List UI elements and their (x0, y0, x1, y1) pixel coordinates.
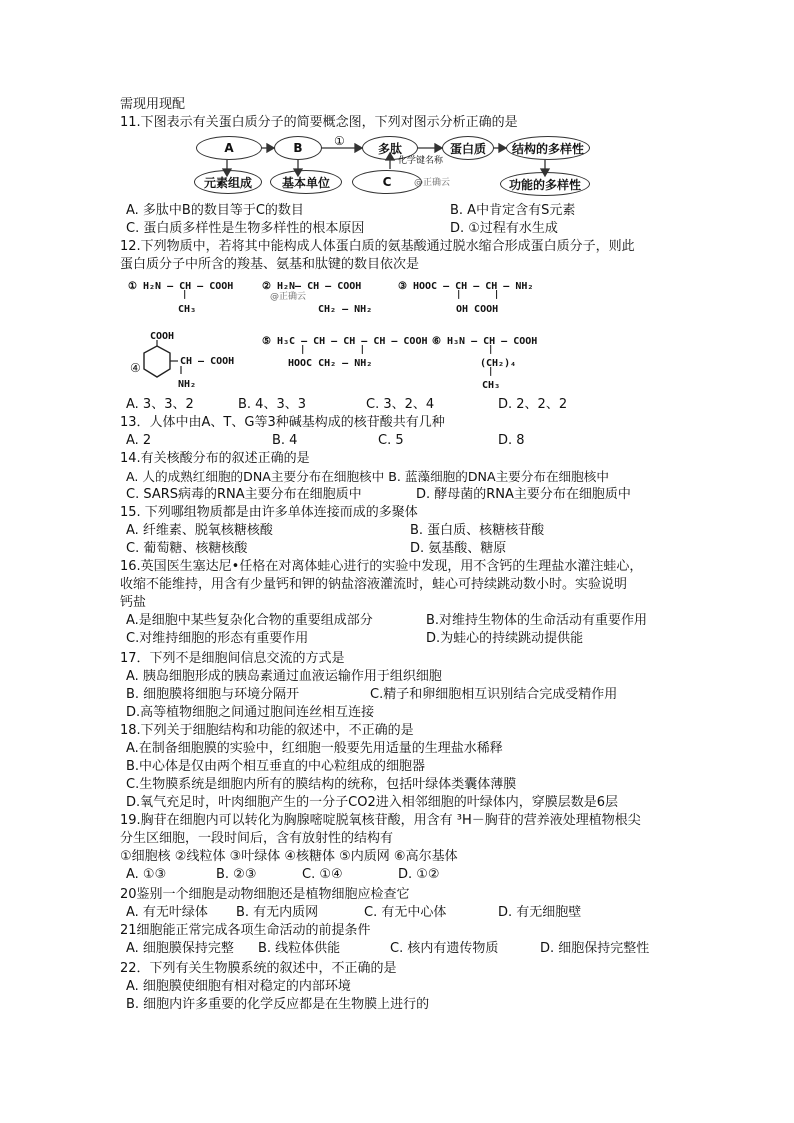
step-1-label: ① (334, 134, 345, 148)
node-structure-diversity: 结构的多样性 (506, 136, 590, 160)
q14-stem: 14.有关核酸分布的叙述正确的是 (120, 451, 310, 466)
q16-option-a: A.是细胞中某些复杂化合物的重要组成部分 (126, 613, 373, 628)
q16-stem-line3: 钙盐 (120, 595, 147, 610)
molecule-4-label: ④ (130, 361, 141, 375)
q18-stem: 18.下列关于细胞结构和功能的叙述中，不正确的是 (120, 723, 414, 738)
chemical-bond-label: 化学键名称 (398, 156, 444, 166)
node-polypeptide: 多肽 (362, 136, 418, 160)
molecule-6-bond-1: | (488, 345, 494, 355)
q13-option-b: B. 4 (272, 433, 298, 448)
molecule-4-main: CH — COOH (180, 356, 235, 367)
q16-stem-line2: 收缩不能维持，用含有少量钙和钾的钠盐溶液灌流时，蛙心可持续跳动数小时。实验说明 (120, 577, 628, 592)
q18-option-b: B.中心体是仅由两个相互垂直的中心粒组成的细胞器 (126, 759, 426, 774)
q17-option-a: A. 胰岛细胞形成的胰岛素通过血液运输作用于组织细胞 (126, 669, 442, 684)
molecule-6-main: ⑥ H₃N — CH — COOH (432, 336, 538, 347)
q11-stem: 11.下图表示有关蛋白质分子的简要概念图，下列对图示分析正确的是 (120, 115, 518, 130)
molecule-6-ch3: CH₃ (482, 380, 501, 391)
q22-stem: 22．下列有关生物膜系统的叙述中，不正确的是 (120, 961, 397, 976)
q16-option-b: B.对维持生物体的生命活动有重要作用 (426, 613, 648, 628)
molecule-1-main: ① H₂N — CH — COOH (128, 281, 234, 292)
q19-stem-line2: 分生区细胞，一段时间后，含有放射性的结构有 (120, 831, 394, 846)
q11-option-d: D. ①过程有水生成 (450, 221, 558, 236)
molecule-5-main: ⑤ H₃C — CH — CH — CH — COOH (262, 336, 428, 347)
q12-option-a: A. 3、3、2 (126, 397, 194, 412)
q20-option-c: C. 有无中心体 (364, 905, 447, 920)
q21-option-c: C. 核内有遗传物质 (390, 941, 499, 956)
q15-stem: 15. 下列哪组物质都是由许多单体连接而成的多聚体 (120, 505, 418, 520)
molecule-3-bond: | | (456, 290, 500, 300)
q22-option-b: B. 细胞内许多重要的化学反应都是在生物膜上进行的 (126, 997, 430, 1012)
q11-option-c: C. 蛋白质多样性是生物多样性的根本原因 (126, 221, 365, 236)
q21-option-b: B. 线粒体供能 (258, 941, 341, 956)
node-a: A (196, 136, 262, 160)
q19-items: ①细胞核 ②线粒体 ③叶绿体 ④核糖体 ⑤内质网 ⑥高尔基体 (120, 849, 458, 864)
q20-option-d: D. 有无细胞壁 (498, 905, 582, 920)
q15-option-c: C. 葡萄糖、核糖核酸 (126, 541, 248, 556)
node-b: B (274, 136, 322, 160)
q22-option-a: A. 细胞膜使细胞有相对稳定的内部环境 (126, 979, 351, 994)
q15-option-b: B. 蛋白质、核糖核苷酸 (410, 523, 545, 538)
molecule-1-bond: | (182, 290, 188, 300)
q18-option-c: C.生物膜系统是细胞内所有的膜结构的统称，包括叶绿体类囊体薄膜 (126, 777, 517, 792)
q14-options-ab: A. 人的成熟红细胞的DNA主要分布在细胞核中 B. 蓝藻细胞的DNA主要分布在细胞核中 (126, 469, 609, 484)
molecule-3-side: OH COOH (456, 304, 499, 315)
molecule-2-side: CH₂ — NH₂ (318, 304, 373, 315)
q12-option-b: B. 4、3、3 (238, 397, 306, 412)
molecule-4-nh2: NH₂ (178, 379, 197, 390)
node-element-composition: 元素组成 (194, 170, 262, 194)
q12-option-d: D. 2、2、2 (498, 397, 568, 412)
q17-option-d: D.高等植物细胞之间通过胞间连丝相互连接 (126, 705, 375, 720)
molecule-5-bond: | | (300, 345, 366, 355)
molecule-2-main: ② H₂N— CH — COOH (262, 281, 362, 292)
q11-option-a: A. 多肽中B的数目等于C的数目 (126, 203, 304, 218)
header-note: 需现用现配 (120, 97, 186, 112)
molecule-6-chain: (CH₂)₄ (480, 358, 517, 369)
q11-option-b: B. A中肯定含有S元素 (450, 203, 576, 218)
molecule-1-side: CH₃ (178, 304, 197, 315)
q17-option-b: B. 细胞膜将细胞与环境分隔开 (126, 687, 300, 702)
q14-option-c: C. SARS病毒的RNA主要分布在细胞质中 (126, 487, 362, 502)
q16-option-d: D.为蛙心的持续跳动提供能 (426, 631, 584, 646)
q16-stem-line1: 16.英国医生塞达尼•任格在对离体蛙心进行的实验中发现，用不含钙的生理盐水灌注蛙心， (120, 559, 643, 574)
molecule-2-watermark: @正确云 (270, 292, 307, 302)
node-basic-unit: 基本单位 (270, 170, 342, 194)
q18-option-a: A.在制备细胞膜的实验中，红细胞一般要先用适量的生理盐水稀释 (126, 741, 503, 756)
q15-option-d: D. 氨基酸、糖原 (410, 541, 507, 556)
q17-option-c: C.精子和卵细胞相互识别结合完成受精作用 (370, 687, 618, 702)
q21-option-a: A. 细胞膜保持完整 (126, 941, 234, 956)
node-protein: 蛋白质 (442, 136, 494, 160)
q21-stem: 21细胞能正常完成各项生命活动的前提条件 (120, 923, 371, 938)
q14-option-d: D. 酵母菌的RNA主要分布在细胞质中 (416, 487, 631, 502)
node-c: C (352, 170, 422, 194)
q19-option-a: A. ①③ (126, 867, 167, 882)
q20-option-a: A. 有无叶绿体 (126, 905, 208, 920)
q20-option-b: B. 有无内质网 (236, 905, 319, 920)
q17-stem: 17．下列不是细胞间信息交流的方式是 (120, 651, 345, 666)
molecule-4-cooh: COOH (150, 331, 175, 342)
node-function-diversity: 功能的多样性 (500, 172, 590, 196)
q19-option-d: D. ①② (398, 867, 440, 882)
q12-stem-line2: 蛋白质分子中所含的羧基、氨基和肽键的数目依次是 (120, 257, 420, 272)
q19-stem-line1: 19.胸苷在细胞内可以转化为胸腺嘧啶脱氧核苷酸，用含有 ³H－胸苷的营养液处理植物根尖 (120, 813, 641, 828)
q12-option-c: C. 3、2、4 (366, 397, 435, 412)
q15-option-a: A. 纤维素、脱氧核糖核酸 (126, 523, 273, 538)
q18-option-d: D.氧气充足时，叶肉细胞产生的一分子CO2进入相邻细胞的叶绿体内，穿膜层数是6层 (126, 795, 618, 810)
q12-stem-line1: 12.下列物质中，若将其中能构成人体蛋白质的氨基酸通过脱水缩合形成蛋白质分子，则此 (120, 239, 635, 254)
molecule-6-bond-2: | (488, 367, 494, 377)
molecule-5-side: HOOC CH₂ — NH₂ (288, 358, 373, 369)
q19-option-b: B. ②③ (216, 867, 257, 882)
q13-option-a: A. 2 (126, 433, 152, 448)
q19-option-c: C. ①④ (302, 867, 343, 882)
q16-option-c: C.对维持细胞的形态有重要作用 (126, 631, 309, 646)
q21-option-d: D. 细胞保持完整性 (540, 941, 650, 956)
molecule-3-main: ③ HOOC — CH — CH — NH₂ (398, 281, 534, 292)
q20-stem: 20鉴别一个细胞是动物细胞还是植物细胞应检查它 (120, 887, 410, 902)
q13-stem: 13．人体中由A、T、G等3种碱基构成的核苷酸共有几种 (120, 415, 445, 430)
q13-option-c: C. 5 (378, 433, 404, 448)
watermark: @正确云 (414, 178, 451, 188)
q13-option-d: D. 8 (498, 433, 525, 448)
